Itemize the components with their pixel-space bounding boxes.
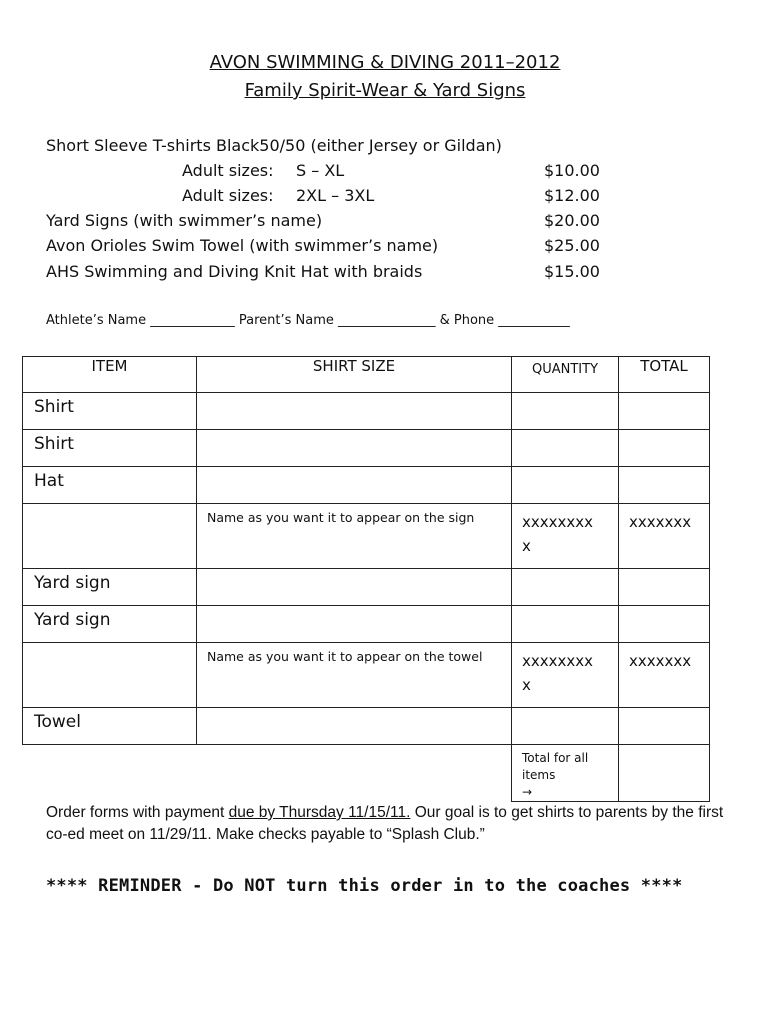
order-table [22, 356, 710, 802]
total-cell[interactable] [619, 467, 710, 504]
adult-sizes-row-1 [182, 161, 345, 180]
towel-price: $25.00 [544, 236, 600, 255]
table-row [23, 467, 710, 504]
table-row [23, 569, 710, 606]
total-cell[interactable] [619, 606, 710, 643]
quantity-cell[interactable] [512, 467, 619, 504]
empty-cell [197, 745, 512, 802]
footer-text: Order forms with payment [46, 804, 229, 821]
adult-sizes-label: Adult sizes: [182, 186, 274, 205]
grand-total-cell[interactable] [619, 745, 710, 802]
quantity-cell[interactable] [512, 430, 619, 467]
table-row [23, 643, 710, 708]
total-crossed-cell: xxxxxxx [619, 643, 710, 708]
total-cell[interactable] [619, 393, 710, 430]
size-cell[interactable] [197, 430, 512, 467]
quantity-cell[interactable] [512, 569, 619, 606]
payment-instructions [46, 802, 736, 846]
quantity-crossed-cell [512, 643, 619, 708]
yard-signs-price: $20.00 [544, 211, 600, 230]
item-cell: Shirt [23, 430, 197, 467]
crossed-out-text: xxxxxxxx [522, 652, 594, 670]
yard-signs-description: Yard Signs (with swimmer’s name) [46, 211, 323, 230]
header-quantity: QUANTITY [512, 357, 619, 393]
size-cell[interactable] [197, 708, 512, 745]
due-date-text: due by Thursday 11/15/11. [228, 804, 411, 821]
total-row [23, 745, 710, 802]
item-cell: Shirt [23, 393, 197, 430]
table-row [23, 504, 710, 569]
quantity-cell[interactable] [512, 393, 619, 430]
crossed-out-text: x [522, 537, 531, 555]
size-cell[interactable] [197, 467, 512, 504]
quantity-cell[interactable] [512, 606, 619, 643]
quantity-cell[interactable] [512, 708, 619, 745]
total-cell[interactable] [619, 569, 710, 606]
size-cell[interactable] [197, 606, 512, 643]
footer-text: Our goal is to get shirts to parents by the first co-ed meet on 11/29/11. Make checks payable to “Splash Club.” [46, 804, 724, 843]
total-cell[interactable] [619, 430, 710, 467]
total-crossed-cell: xxxxxxx [619, 504, 710, 569]
tshirt-description: Short Sleeve T-shirts Black50/50 (either Jersey or Gildan) [46, 136, 502, 155]
size-cell[interactable] [197, 569, 512, 606]
size-cell[interactable] [197, 393, 512, 430]
item-cell: Hat [23, 467, 197, 504]
adult-sizes-label: Adult sizes: [182, 161, 274, 180]
contact-info-line[interactable]: Athlete’s Name _____________ Parent’s Name _______________ & Phone ___________ [46, 313, 570, 328]
arrow-right-icon: → [522, 785, 533, 799]
item-cell[interactable] [23, 504, 197, 569]
towel-name-cell[interactable]: Name as you want it to appear on the towel [197, 643, 512, 708]
towel-description: Avon Orioles Swim Towel (with swimmer’s name) [46, 236, 439, 255]
table-header-row [23, 357, 710, 393]
adult-sizes-row-2 [182, 186, 375, 205]
empty-cell [23, 745, 197, 802]
crossed-out-text: xxxxxxxx [522, 513, 594, 531]
total-label-cell [512, 745, 619, 802]
table-row [23, 606, 710, 643]
hat-description: AHS Swimming and Diving Knit Hat with braids [46, 262, 423, 281]
item-cell: Yard sign [23, 606, 197, 643]
table-row [23, 708, 710, 745]
item-cell: Yard sign [23, 569, 197, 606]
table-row [23, 393, 710, 430]
hat-price: $15.00 [544, 262, 600, 281]
adult-sizes-range: 2XL – 3XL [296, 186, 375, 205]
sign-name-cell[interactable]: Name as you want it to appear on the sign [197, 504, 512, 569]
adult-price-2: $12.00 [544, 186, 600, 205]
adult-sizes-range: S – XL [296, 161, 345, 180]
form-subtitle: Family Spirit-Wear & Yard Signs [244, 80, 526, 101]
item-cell[interactable] [23, 643, 197, 708]
form-title: AVON SWIMMING & DIVING 2011–2012 [209, 52, 561, 73]
header-shirt-size: SHIRT SIZE [197, 357, 512, 393]
crossed-out-text: x [522, 676, 531, 694]
quantity-crossed-cell [512, 504, 619, 569]
total-label: Total for all [522, 751, 589, 765]
reminder-notice: **** REMINDER - Do NOT turn this order in to the coaches **** [46, 876, 683, 896]
total-cell[interactable] [619, 708, 710, 745]
adult-price-1: $10.00 [544, 161, 600, 180]
table-row [23, 430, 710, 467]
total-label: items [522, 768, 556, 782]
item-cell: Towel [23, 708, 197, 745]
header-item: ITEM [23, 357, 197, 393]
header-total: TOTAL [619, 357, 710, 393]
